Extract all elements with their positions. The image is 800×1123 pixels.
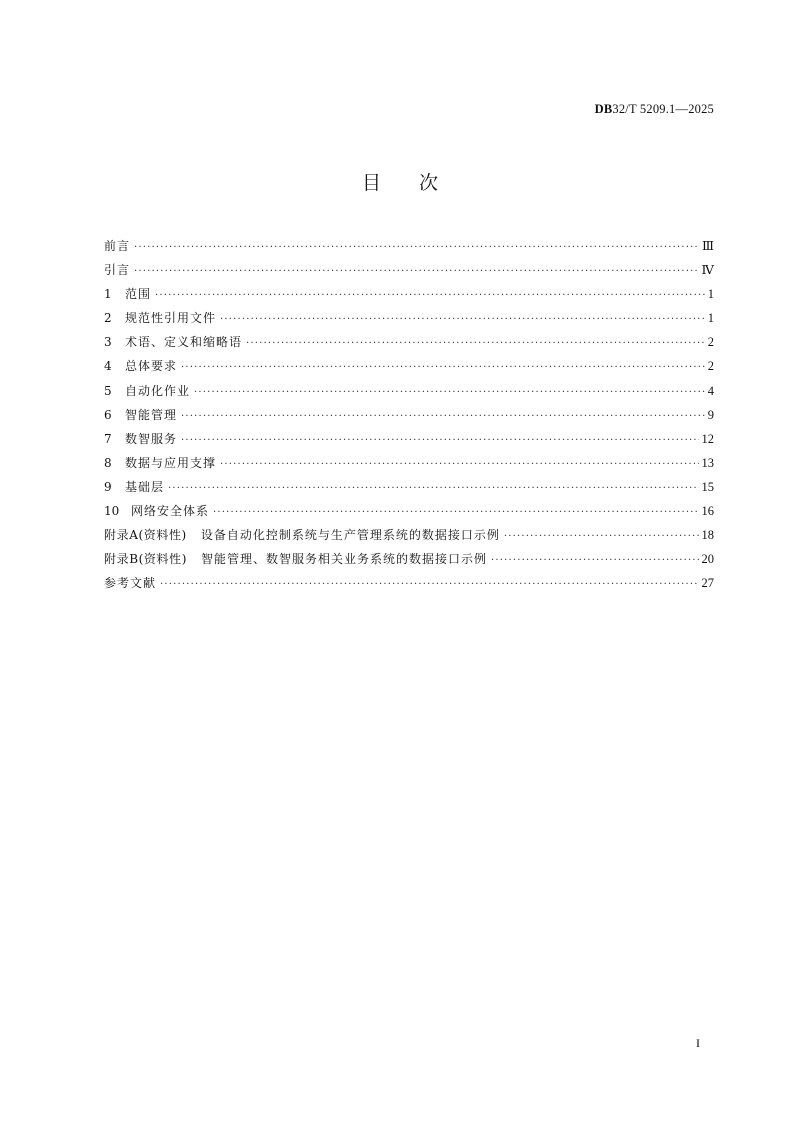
toc-leader-dots xyxy=(246,332,705,356)
toc-entry-label: 数智服务 xyxy=(125,431,178,446)
toc-entry-section-8[interactable] xyxy=(104,451,714,475)
toc-entry-label: 基础层 xyxy=(125,479,165,494)
toc-entry-page: 20 xyxy=(701,552,714,567)
toc-entry-appendix-b[interactable] xyxy=(104,547,714,571)
toc-entry-label: 总体要求 xyxy=(125,359,178,374)
toc-entry-page: 1 xyxy=(707,311,714,326)
toc-entry-section-3[interactable] xyxy=(104,330,714,354)
toc-entry-number: 10 xyxy=(104,504,120,519)
toc-entry-page: 4 xyxy=(707,383,714,398)
toc-entry-page: Ⅳ xyxy=(701,263,714,278)
toc-entry-page: 16 xyxy=(701,504,714,519)
toc-entry-section-2[interactable] xyxy=(104,306,714,330)
toc-entry-label: 参考文献 xyxy=(104,576,157,591)
toc-entry-label: 自动化作业 xyxy=(125,383,191,398)
toc-entry-label: 附录A(资料性) xyxy=(104,528,187,543)
toc-entry-page: 12 xyxy=(701,431,714,446)
toc-entry-section-1[interactable] xyxy=(104,282,714,306)
toc-leader-dots xyxy=(155,284,705,308)
toc-entry-page: 13 xyxy=(701,455,714,470)
toc-entry-subtitle: 智能管理、数智服务相关业务系统的数据接口示例 xyxy=(200,552,487,567)
toc-leader-dots xyxy=(491,549,699,573)
toc-entry-section-10[interactable] xyxy=(104,499,714,523)
page-title: 目次 xyxy=(361,172,476,194)
toc-entry-label: 引言 xyxy=(104,263,131,278)
document-code-prefix: DB xyxy=(594,102,613,116)
toc-entry-page: 2 xyxy=(707,359,714,374)
toc-entry-number: 5 xyxy=(104,383,112,398)
toc-entry-number: 3 xyxy=(104,335,112,350)
toc-entry-page: 2 xyxy=(707,335,714,350)
toc-entry-page: 1 xyxy=(707,287,714,302)
toc-entry-references[interactable] xyxy=(104,571,714,595)
document-code-number: 32/T 5209.1—2025 xyxy=(612,102,714,116)
toc-entry-number: 8 xyxy=(104,455,112,470)
toc-entry-number: 2 xyxy=(104,311,112,326)
toc-entry-number: 6 xyxy=(104,407,112,422)
toc-leader-dots xyxy=(504,525,699,549)
toc-leader-dots xyxy=(220,308,705,332)
toc-entry-label: 数据与应用支撑 xyxy=(125,455,217,470)
toc-entry-section-4[interactable] xyxy=(104,354,714,378)
toc-entry-section-6[interactable] xyxy=(104,403,714,427)
toc-entry-section-5[interactable] xyxy=(104,379,714,403)
toc-leader-dots xyxy=(181,429,698,453)
toc-entry-label: 智能管理 xyxy=(125,407,178,422)
toc-leader-dots xyxy=(168,477,698,501)
toc-leader-dots xyxy=(194,381,705,405)
toc-entry-section-7[interactable] xyxy=(104,427,714,451)
toc-entry-introduction[interactable] xyxy=(104,258,714,282)
toc-entry-label: 前言 xyxy=(104,239,131,253)
document-code xyxy=(595,102,714,117)
toc-entry-appendix-a[interactable] xyxy=(104,523,714,547)
toc-entry-label: 规范性引用文件 xyxy=(125,311,217,326)
toc-leader-dots xyxy=(134,260,698,284)
toc-leader-dots xyxy=(181,405,705,429)
toc-entry-page: 18 xyxy=(701,528,714,543)
toc-leader-dots xyxy=(160,573,698,597)
toc-entry-foreword[interactable] xyxy=(104,234,714,258)
toc-entry-subtitle: 设备自动化控制系统与生产管理系统的数据接口示例 xyxy=(200,528,500,543)
page-number: I xyxy=(696,1036,700,1050)
toc-entry-number: 7 xyxy=(104,431,112,446)
toc-entry-label: 网络安全体系 xyxy=(131,504,210,519)
toc-leader-dots xyxy=(220,453,698,477)
toc-entry-number: 9 xyxy=(104,479,112,494)
toc-entry-page: 15 xyxy=(701,479,714,494)
toc-entry-page: 9 xyxy=(707,407,714,422)
toc-entry-section-9[interactable] xyxy=(104,475,714,499)
toc-entry-number: 4 xyxy=(104,359,112,374)
table-of-contents xyxy=(104,234,714,595)
toc-entry-number: 1 xyxy=(104,287,112,302)
toc-entry-label: 附录B(资料性) xyxy=(104,552,187,567)
toc-entry-label: 范围 xyxy=(125,287,152,302)
toc-leader-dots xyxy=(181,356,705,380)
toc-entry-page: 27 xyxy=(701,576,714,591)
toc-entry-page: Ⅲ xyxy=(701,239,714,253)
toc-entry-label: 术语、定义和缩略语 xyxy=(125,335,243,350)
toc-leader-dots xyxy=(213,501,698,525)
toc-leader-dots xyxy=(134,236,699,260)
